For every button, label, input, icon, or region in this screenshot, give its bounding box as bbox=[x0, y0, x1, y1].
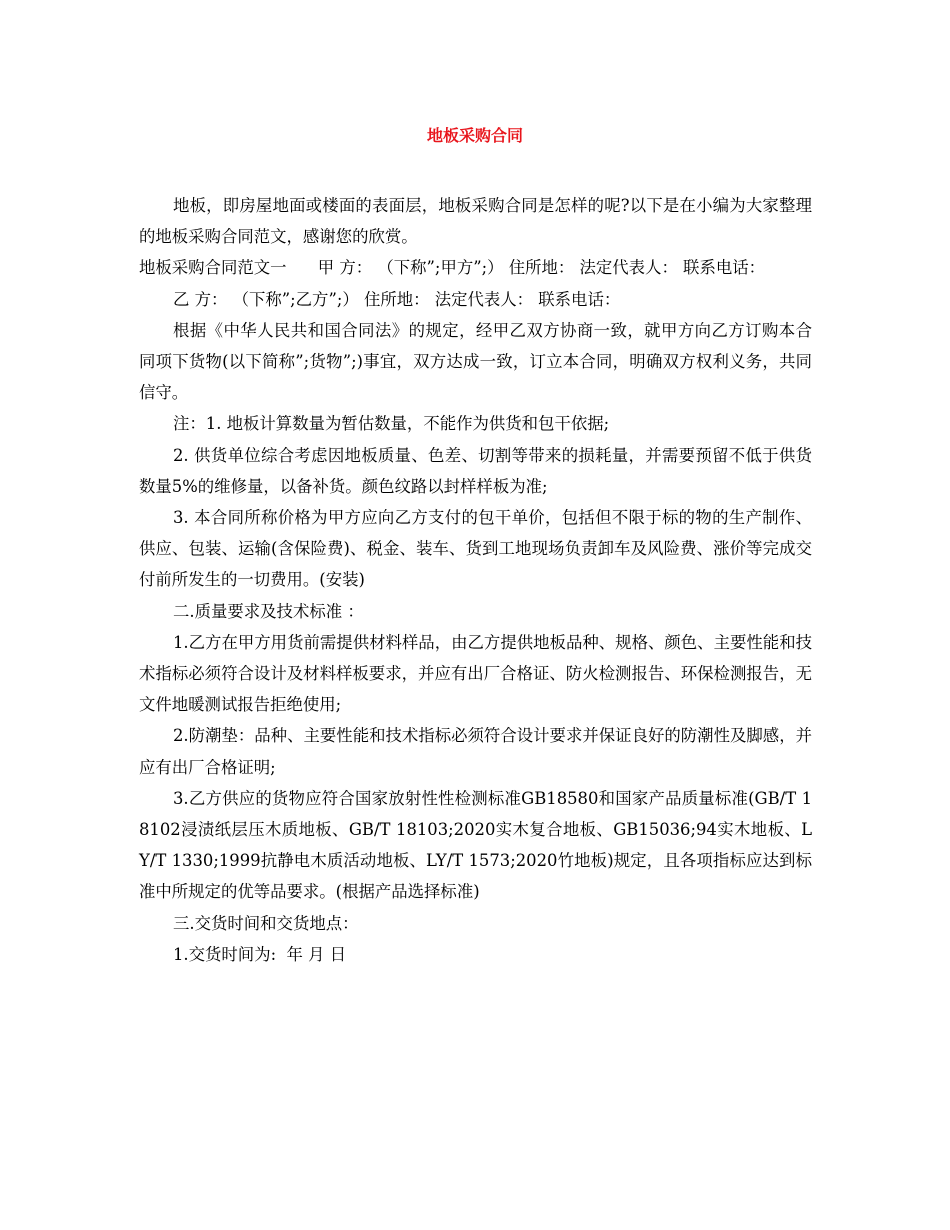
document-paragraph: 乙 方： （下称”;乙方”;） 住所地： 法定代表人： 联系电话： bbox=[173, 289, 621, 309]
document-paragraph: 根据《中华人民共和国合同法》的规定，经甲乙双方协商一致，就甲方向乙方订购本合同项下货物(以下简称”;货物”;)事宜，双方达成一致，订立本合同，明确双方权利义务，共同信守。 bbox=[139, 320, 812, 403]
document-paragraph: 二.质量要求及技术标准 ： bbox=[173, 601, 364, 621]
document-paragraph: 注：1. 地板计算数量为暂估数量，不能作为供货和包干依据; bbox=[173, 414, 610, 434]
document-paragraph: 2. 供货单位综合考虑因地板质量、色差、切割等带来的损耗量，并需要预留不低于供货数量5%的维修量，以备补货。颜色纹路以封样样板为准; bbox=[139, 445, 812, 496]
document-paragraph: 地板采购合同范文一 甲 方： （下称”;甲方”;） 住所地： 法定代表人： 联系电话： bbox=[139, 258, 766, 278]
document-paragraph: 三.交货时间和交货地点： bbox=[173, 913, 359, 933]
document-paragraph: 3. 本合同所称价格为甲方应向乙方支付的包干单价，包括但不限于标的物的生产制作、供应、包装、运输(含保险费)、税金、装车、货到工地现场负责卸车及风险费、涨价等完成交付前所发生的一切费用。(安装) bbox=[139, 508, 812, 590]
document-paragraph: 2.防潮垫：品种、主要性能和技术指标必须符合设计要求并保证良好的防潮性及脚感，并应有出厂合格证明; bbox=[139, 726, 812, 777]
document-paragraph: 1.乙方在甲方用货前需提供材料样品，由乙方提供地板品种、规格、颜色、主要性能和技术指标必须符合设计及材料样板要求，并应有出厂合格证、防火检测报告、环保检测报告，无文件地暖测试报告拒绝使用; bbox=[139, 632, 812, 715]
document-body bbox=[139, 190, 812, 970]
document-paragraph: 3.乙方供应的货物应符合国家放射性性检测标准GB18580和国家产品质量标准(GB/T 18102浸渍纸层压木质地板、GB/T 18103;2020实木复合地板、GB15036;94实木地板、LY/T 1330;1999抗静电木质活动地板、LY/T 1573;2020竹地板)规定，且各项指标应达到标准中所规定的优等品要求。(根据产品选择标准) bbox=[139, 788, 812, 902]
document-paragraph: 1.交货时间为: 年 月 日 bbox=[173, 944, 347, 964]
document-paragraph: 地板，即房屋地面或楼面的表面层，地板采购合同是怎样的呢?以下是在小编为大家整理的地板采购合同范文，感谢您的欣赏。 bbox=[139, 196, 812, 247]
document-title: 地板采购合同 bbox=[426, 126, 523, 145]
